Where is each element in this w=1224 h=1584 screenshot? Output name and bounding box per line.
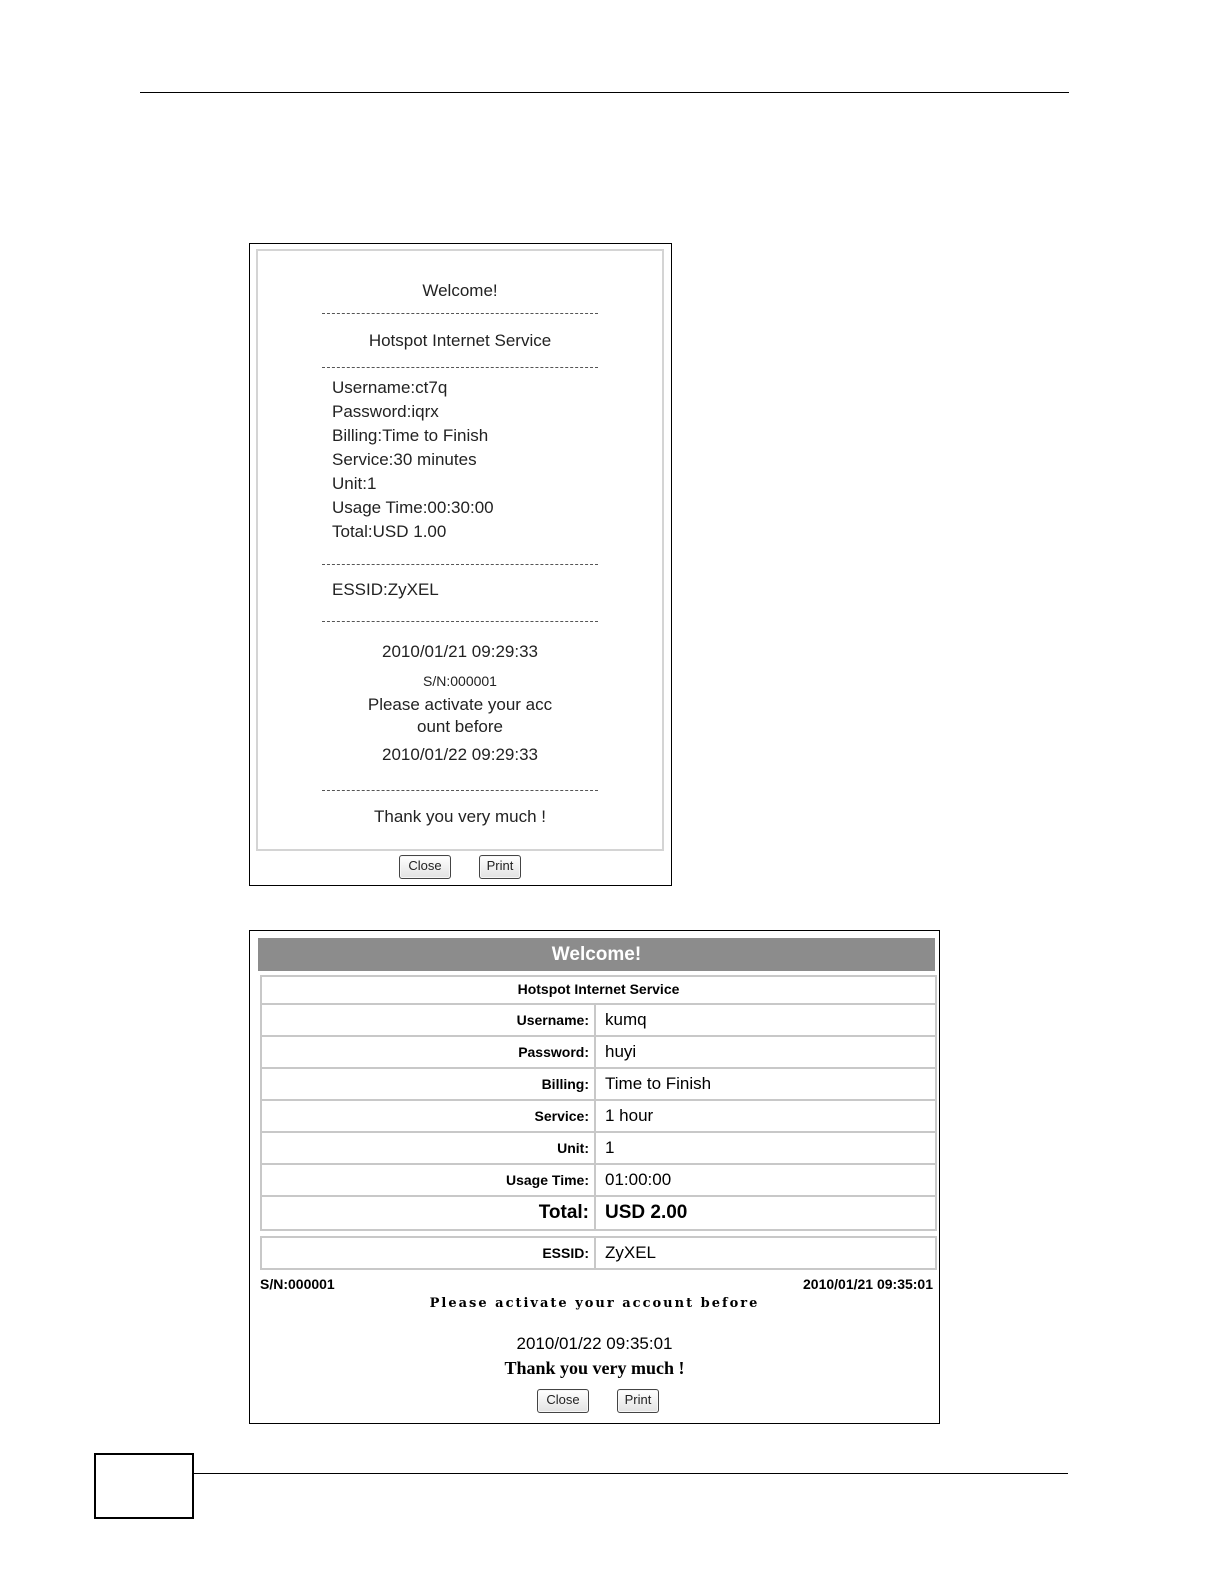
service-line: Service:30 minutes [332, 450, 477, 469]
divider [322, 367, 598, 368]
service-title: Hotspot Internet Service [517, 981, 680, 997]
thanks-text: Thank you very much ! [374, 807, 546, 826]
page-number-box [94, 1453, 194, 1519]
created-time: 2010/01/21 09:35:01 [803, 1276, 933, 1292]
row-label: Unit: [262, 1133, 596, 1163]
welcome-header: Welcome! [258, 938, 935, 971]
usage-line: Usage Time:00:30:00 [332, 498, 494, 517]
text-receipt-panel [256, 249, 664, 851]
row-value: huyi [605, 1042, 637, 1061]
unit-line: Unit:1 [332, 474, 377, 493]
billing-line: Billing:Time to Finish [332, 426, 489, 445]
divider [322, 621, 598, 622]
close-button[interactable]: Close [399, 855, 451, 879]
created-time: 2010/01/21 09:29:33 [382, 642, 538, 661]
welcome-text: Welcome! [422, 281, 498, 300]
expire-time: 2010/01/22 09:29:33 [382, 745, 538, 764]
row-value: 1 hour [605, 1106, 654, 1125]
receipt-table [260, 975, 937, 1231]
table-row [262, 1238, 935, 1268]
total-line: Total:USD 1.00 [332, 522, 447, 541]
row-label: ESSID: [262, 1238, 596, 1268]
table-row [262, 1037, 935, 1069]
activate-text: Please activate your account before [429, 1296, 760, 1311]
activate-text-2: ount before [416, 717, 503, 736]
row-label: Billing: [262, 1069, 596, 1099]
service-text: Hotspot Internet Service [368, 331, 552, 350]
divider [322, 564, 598, 565]
row-label: Service: [262, 1101, 596, 1131]
essid-table [260, 1236, 937, 1270]
expire-time: 2010/01/22 09:35:01 [516, 1334, 673, 1353]
row-label: Usage Time: [262, 1165, 596, 1195]
row-value: 1 [605, 1138, 615, 1157]
serial-number: S/N:000001 [423, 673, 497, 689]
row-value: ZyXEL [605, 1243, 657, 1262]
close-button[interactable]: Close [537, 1389, 589, 1413]
row-label: Password: [262, 1037, 596, 1067]
table-receipt-window [249, 930, 940, 1424]
table-row [262, 1197, 935, 1229]
table-row [262, 1069, 935, 1101]
header-rule [140, 92, 1069, 93]
essid-line: ESSID:ZyXEL [332, 580, 439, 599]
print-button[interactable]: Print [479, 855, 521, 879]
divider [322, 790, 598, 791]
row-value: kumq [605, 1010, 647, 1029]
table-row [262, 1101, 935, 1133]
table-row [262, 977, 935, 1005]
row-value: Time to Finish [605, 1074, 712, 1093]
row-label: Username: [262, 1005, 596, 1035]
print-button[interactable]: Print [617, 1389, 659, 1413]
table-row [262, 1165, 935, 1197]
password-line: Password:iqrx [332, 402, 439, 421]
thanks-text: Thank you very much ! [504, 1358, 685, 1378]
table-row [262, 1005, 935, 1037]
row-value: USD 2.00 [605, 1202, 688, 1223]
username-line: Username:ct7q [332, 378, 448, 397]
activate-text-1: Please activate your acc [367, 695, 553, 714]
serial-number: S/N:000001 [260, 1276, 335, 1292]
table-row [262, 1133, 935, 1165]
text-receipt-window [249, 243, 672, 886]
divider [322, 313, 598, 314]
row-label: Total: [262, 1197, 596, 1229]
row-value: 01:00:00 [605, 1170, 672, 1189]
footer-rule [193, 1473, 1068, 1474]
